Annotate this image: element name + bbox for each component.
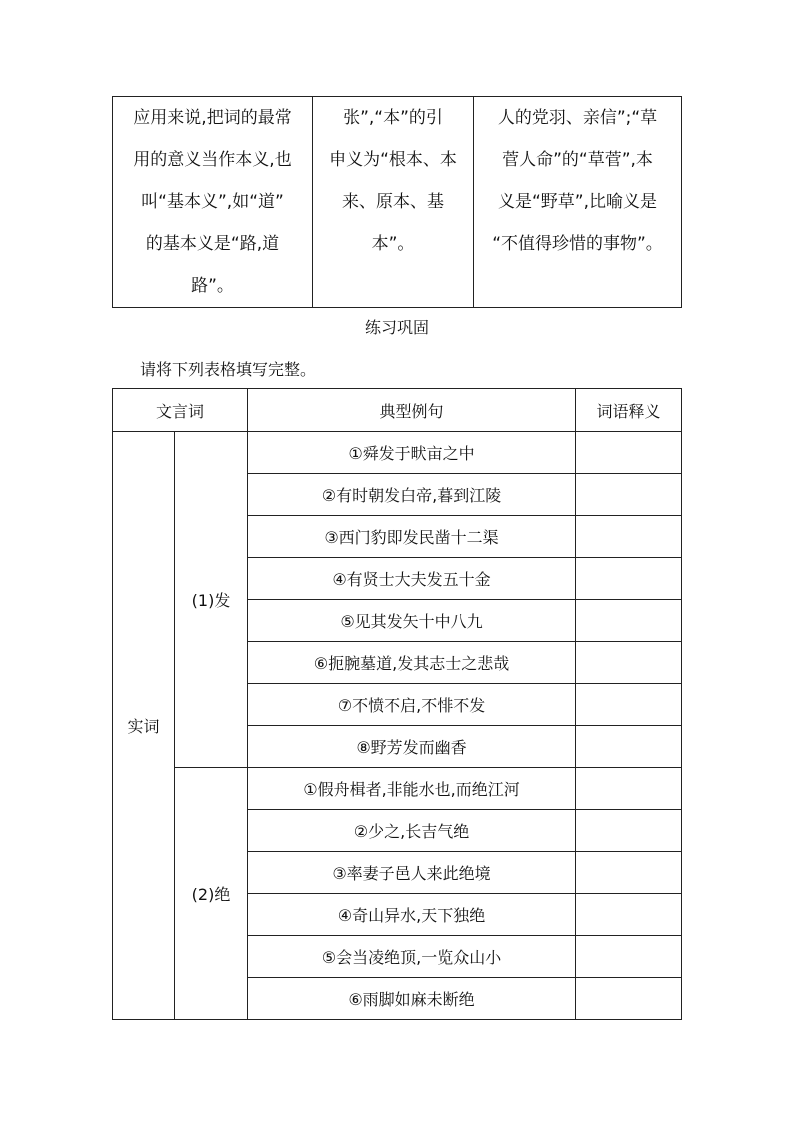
example-sentence: ④奇山异水,天下独绝 [248,894,576,936]
table-row [113,768,682,810]
meaning-answer-cell[interactable] [576,642,682,684]
meaning-answer-cell[interactable] [576,852,682,894]
category-cell: 实词 [113,432,175,1020]
text-line: 的基本义是“路,道 [145,234,280,254]
example-sentence: ①假舟楫者,非能水也,而绝江河 [248,768,576,810]
word-group-label: (1)发 [175,432,248,768]
header-row [113,389,682,432]
text-line: 义是“野草”,比喻义是 [497,192,658,212]
header-example: 典型例句 [248,389,576,432]
header-word: 文言词 [113,389,248,432]
text-line: 申义为“根本、本 [329,150,457,170]
example-sentence: ⑧野芳发而幽香 [248,726,576,768]
definition-table [112,96,682,308]
header-meaning: 词语释义 [576,389,682,432]
example-sentence: ⑤会当凌绝顶,一览众山小 [248,936,576,978]
example-sentence: ③率妻子邑人来此绝境 [248,852,576,894]
exercise-body [113,432,682,1020]
text-line: 张”,“本”的引 [343,108,443,128]
definition-row [113,97,682,308]
text-line: “不值得珍惜的事物”。 [492,234,663,254]
meaning-answer-cell[interactable] [576,810,682,852]
example-sentence: ⑥扼腕墓道,发其志士之悲哉 [248,642,576,684]
text-line: 来、原本、基 [342,192,444,212]
example-sentence: ③西门豹即发民凿十二渠 [248,516,576,558]
text-line: 路”。 [191,276,234,296]
example-sentence: ④有贤士大夫发五十金 [248,558,576,600]
meaning-answer-cell[interactable] [576,432,682,474]
word-group-label: (2)绝 [175,768,248,1020]
definition-cell-3 [474,97,682,308]
example-sentence: ⑤见其发矢十中八九 [248,600,576,642]
section-title: 练习巩固 [364,318,429,337]
meaning-answer-cell[interactable] [576,684,682,726]
meaning-answer-cell[interactable] [576,726,682,768]
definition-cell-2 [313,97,474,308]
text-line: 本”。 [371,234,415,254]
meaning-answer-cell[interactable] [576,936,682,978]
meaning-answer-cell[interactable] [576,600,682,642]
meaning-answer-cell[interactable] [576,558,682,600]
text-line: 叫“基本义”,如“道” [141,192,284,212]
table-row [113,432,682,474]
instruction-text: 请将下列表格填写完整。 [140,360,317,379]
exercise-table [112,388,682,1020]
text-line: 人的党羽、亲信”;“草 [497,108,658,128]
meaning-answer-cell[interactable] [576,474,682,516]
meaning-answer-cell[interactable] [576,516,682,558]
example-sentence: ②少之,长吉气绝 [248,810,576,852]
text-line: 应用来说,把词的最常 [133,108,292,128]
meaning-answer-cell[interactable] [576,894,682,936]
text-line: 用的意义当作本义,也 [133,150,292,170]
example-sentence: ⑥雨脚如麻未断绝 [248,978,576,1020]
meaning-answer-cell[interactable] [576,978,682,1020]
text-line: 菅人命”的“草菅”,本 [502,150,653,170]
example-sentence: ①舜发于畎亩之中 [248,432,576,474]
definition-cell-1 [113,97,313,308]
meaning-answer-cell[interactable] [576,768,682,810]
example-sentence: ②有时朝发白帝,暮到江陵 [248,474,576,516]
example-sentence: ⑦不愤不启,不悱不发 [248,684,576,726]
